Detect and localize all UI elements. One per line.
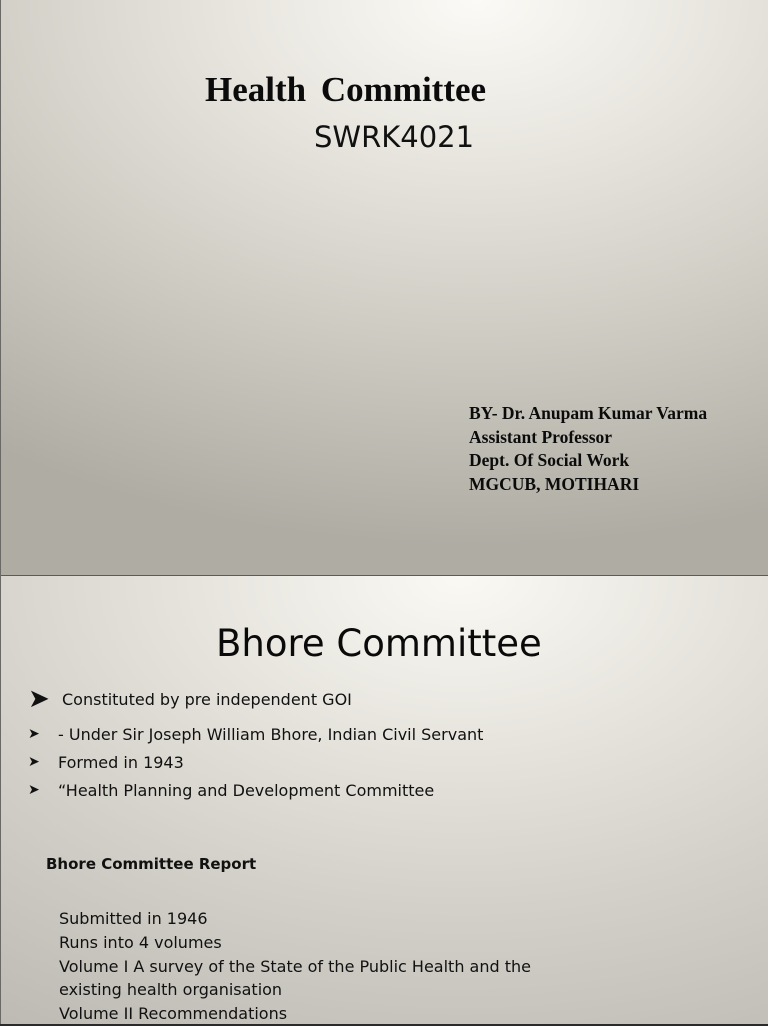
slide-2-title: Bhore Committee — [216, 622, 542, 665]
page-edge — [0, 0, 1, 1024]
list-item — [28, 748, 728, 776]
bullet-list — [28, 678, 728, 804]
report-heading: Bhore Committee Report — [46, 855, 257, 873]
arrow-bullet-icon: ➤ — [28, 684, 50, 714]
author-line: BY- Dr. Anupam Kumar Varma — [469, 403, 708, 423]
report-line: existing health organisation — [59, 980, 283, 1000]
report-line: Volume I A survey of the State of the Public Health and the — [59, 956, 531, 976]
course-code: SWRK4021 — [314, 120, 475, 154]
slide-1-title: Health Committee — [205, 70, 487, 109]
list-item-text: Formed in 1943 — [58, 752, 184, 772]
list-item — [28, 678, 728, 720]
author-line: Assistant Professor — [469, 426, 613, 447]
arrow-bullet-icon: ➤ — [28, 782, 40, 798]
report-line: Volume II Recommendations — [59, 1004, 288, 1024]
author-block — [469, 402, 707, 496]
list-item — [28, 720, 728, 748]
author-line: MGCUB, MOTIHARI — [469, 473, 640, 494]
list-item-text: Constituted by pre independent GOI — [62, 689, 352, 709]
arrow-bullet-icon: ➤ — [28, 726, 40, 742]
list-item-text: “Health Planning and Development Committee — [58, 780, 435, 800]
list-item-text: - Under Sir Joseph William Bhore, Indian Civil Servant — [58, 724, 484, 744]
author-line: Dept. Of Social Work — [469, 450, 630, 470]
list-item — [28, 776, 728, 804]
arrow-bullet-icon: ➤ — [28, 754, 40, 770]
report-line: Submitted in 1946 — [59, 909, 208, 928]
report-line: Runs into 4 volumes — [59, 932, 222, 952]
report-details — [59, 907, 531, 1026]
